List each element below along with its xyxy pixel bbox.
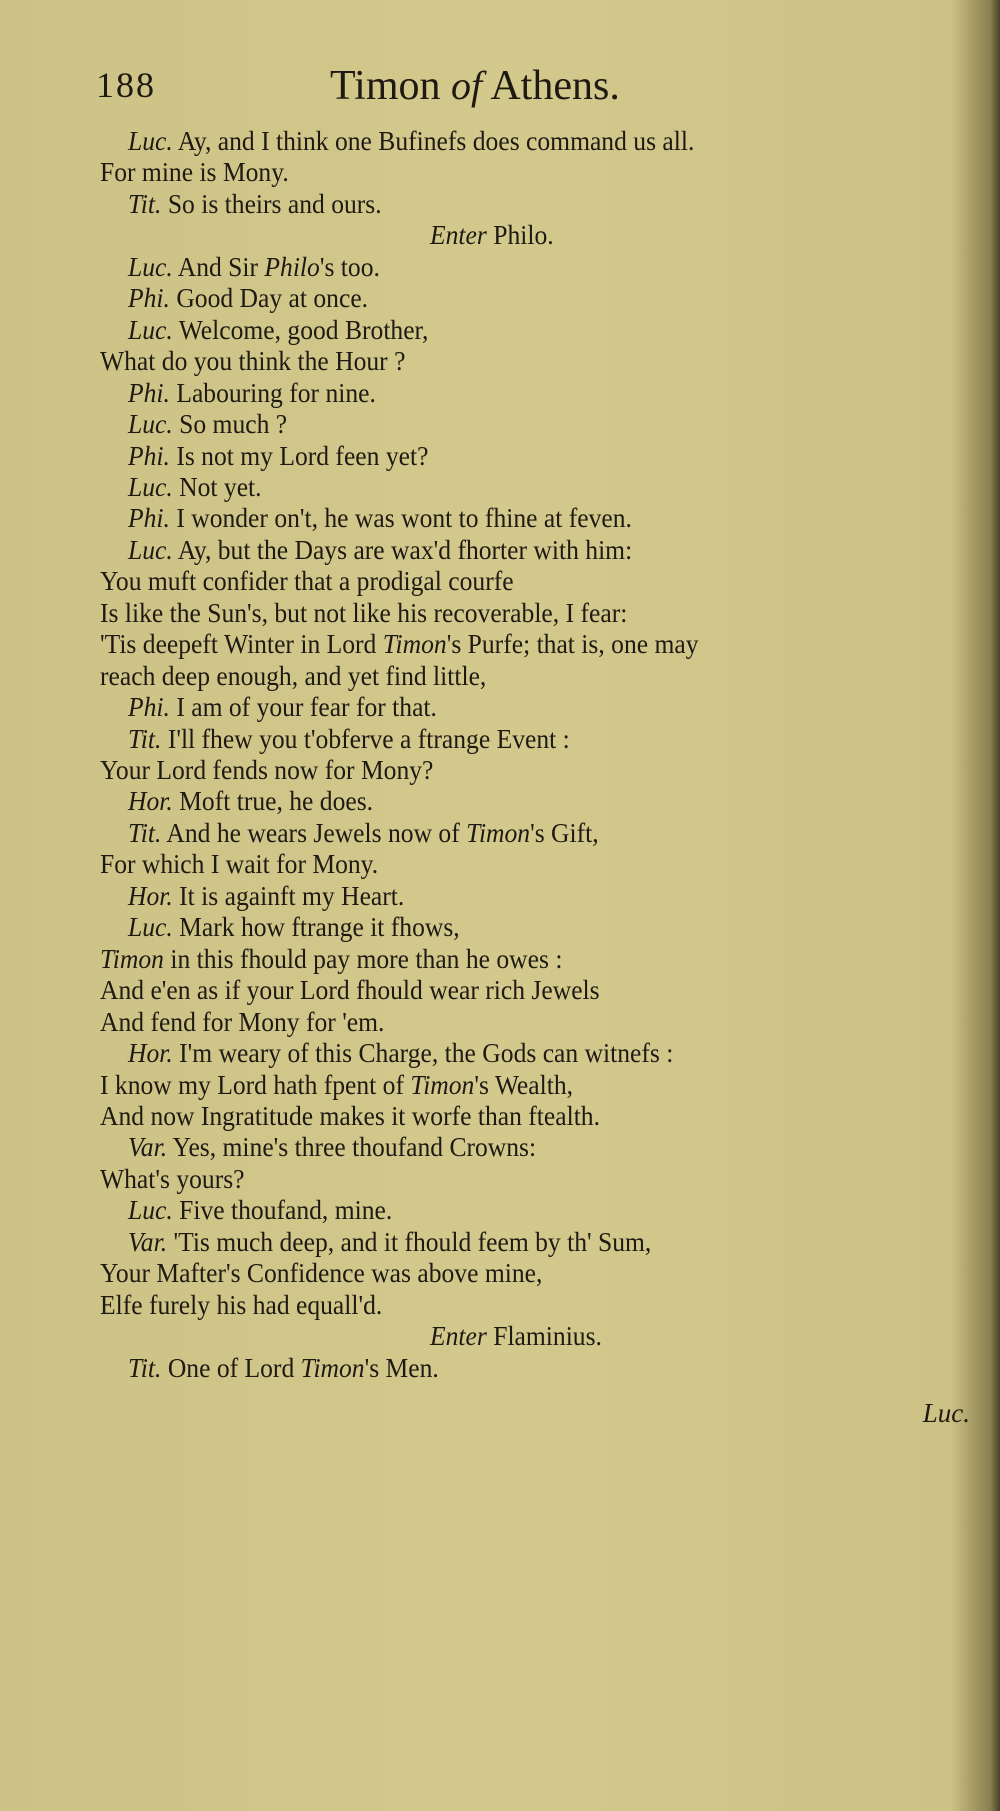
- text-segment: reach deep enough, and yet find little,: [100, 659, 487, 691]
- speaker-name: Luc.: [128, 1194, 173, 1226]
- speech-line: [128, 502, 632, 534]
- page-title: [330, 62, 620, 110]
- text-segment: I know my Lord hath fpent of: [100, 1068, 411, 1100]
- speech-line: [128, 282, 368, 314]
- text-segment: 'Tis deepeft Winter in Lord: [100, 628, 383, 660]
- speaker-name: Tit.: [128, 187, 162, 219]
- speech-line: [128, 440, 428, 472]
- text-segment: Philo: [264, 250, 320, 282]
- text-segment: 's Wealth,: [474, 1068, 574, 1100]
- text-segment: Yes, mine's three thoufand Crowns:: [167, 1131, 537, 1163]
- speaker-name: Hor.: [128, 879, 173, 911]
- speaker-name: Luc.: [128, 125, 173, 156]
- text-segment: So is theirs and ours.: [161, 187, 382, 219]
- stage-direction: [430, 1320, 602, 1352]
- speaker-name: Var.: [128, 1225, 168, 1257]
- speaker-name: Luc.: [128, 911, 173, 943]
- text-segment: So much ?: [172, 408, 288, 440]
- catchword: Luc.: [922, 1398, 970, 1428]
- text-segment: And fend for Mony for 'em.: [100, 1005, 385, 1037]
- title-main: Timon: [330, 63, 441, 109]
- speech-line: [128, 188, 382, 220]
- text-segment: in this fhould pay more than he owes :: [163, 942, 563, 974]
- speaker-name: Phi.: [128, 439, 170, 471]
- speaker-name: Tit.: [128, 1351, 162, 1383]
- text-segment: For mine is Mony.: [100, 156, 289, 188]
- verse-line: [100, 974, 600, 1006]
- text-segment: Flaminius.: [486, 1320, 602, 1352]
- verse-line: [100, 660, 486, 692]
- speaker-name: Phi.: [128, 691, 170, 723]
- verse-line: [100, 1257, 542, 1289]
- text-segment: 's Men.: [364, 1351, 439, 1383]
- text-segment: 's Purfe; that is, one may: [446, 628, 699, 660]
- text-segment: Elfe furely his had equall'd.: [100, 1288, 383, 1320]
- running-header: [96, 62, 916, 112]
- text-segment: Timon: [410, 1068, 475, 1100]
- text-segment: Moft true, he does.: [172, 785, 374, 817]
- text-segment: 'Tis much deep, and it fhould feem by th' Sum,: [167, 1225, 652, 1257]
- speech-line: [128, 125, 694, 157]
- speech-line: [128, 817, 599, 849]
- text-segment: Timon: [300, 1351, 365, 1383]
- verse-line: [100, 345, 405, 377]
- speech-line: [128, 1226, 651, 1258]
- text-segment: Welcome, good Brother,: [172, 313, 429, 345]
- text-segment: Is not my Lord feen yet?: [169, 439, 429, 471]
- text-segment: 's too.: [319, 250, 380, 282]
- text-segment: Your Mafter's Confidence was above mine,: [100, 1257, 543, 1289]
- text-segment: Enter: [430, 1320, 487, 1352]
- verse-line: [100, 1006, 384, 1038]
- verse-line: [100, 597, 627, 629]
- speech-line: [128, 880, 404, 912]
- verse-line: [100, 156, 289, 188]
- text-segment: Ay, and I think one Bufinefs does command us all.: [172, 125, 695, 156]
- speech-line: [128, 251, 380, 283]
- speech-line: [128, 314, 428, 346]
- text-segment: You muft confider that a prodigal courfe: [100, 565, 514, 597]
- speech-line: [128, 691, 437, 723]
- verse-line: [100, 628, 699, 660]
- text-segment: 's Gift,: [530, 816, 599, 848]
- verse-line: [100, 754, 433, 786]
- speaker-name: Luc.: [128, 313, 173, 345]
- speaker-name: Hor.: [128, 785, 173, 817]
- text-segment: And now Ingratitude makes it worfe than ftealth.: [100, 1099, 600, 1131]
- text-segment: Timon: [382, 628, 447, 660]
- text-segment: I am of your fear for that.: [169, 691, 437, 723]
- speaker-name: Phi.: [128, 376, 170, 408]
- title-end: Athens.: [490, 63, 620, 109]
- text-segment: What's yours?: [100, 1162, 245, 1194]
- speech-line: [128, 1131, 536, 1163]
- text-segment: Timon: [466, 816, 531, 848]
- verse-line: [100, 1163, 245, 1195]
- text-segment: And e'en as if your Lord fhould wear rich Jewels: [100, 974, 600, 1006]
- verse-line: [100, 1100, 600, 1132]
- speaker-name: Phi.: [128, 282, 170, 314]
- page-number: 188: [96, 65, 156, 105]
- speech-line: [128, 723, 570, 755]
- stage-direction: [430, 219, 554, 251]
- text-segment: I wonder on't, he was wont to fhine at feven.: [169, 502, 632, 534]
- speaker-name: Tit.: [128, 816, 162, 848]
- speaker-name: Luc.: [128, 533, 173, 565]
- speaker-name: Phi.: [128, 502, 170, 534]
- text-segment: Timon: [100, 942, 164, 974]
- title-of: of: [451, 63, 483, 108]
- text-segment: One of Lord: [161, 1351, 301, 1383]
- speaker-name: Luc.: [128, 470, 173, 502]
- text-segment: Philo.: [486, 219, 554, 251]
- verse-line: [100, 1069, 573, 1101]
- verse-line: [100, 943, 562, 975]
- text-segment: Five thoufand, mine.: [172, 1194, 393, 1226]
- text-segment: Mark how ftrange it fhows,: [172, 911, 460, 943]
- text-segment: For which I wait for Mony.: [100, 848, 379, 880]
- text-segment: Labouring for nine.: [169, 376, 376, 408]
- text-segment: Not yet.: [172, 470, 262, 502]
- speech-line: [128, 408, 287, 440]
- text-segment: Is like the Sun's, but not like his recoverable, I fear:: [100, 596, 628, 628]
- speaker-name: Var.: [128, 1131, 168, 1163]
- text-segment: Your Lord fends now for Mony?: [100, 754, 434, 785]
- speech-line: [128, 911, 460, 943]
- text-segment: And he wears Jewels now of: [161, 816, 467, 848]
- text-segment: It is againft my Heart.: [172, 879, 405, 911]
- verse-line: [100, 565, 514, 597]
- speech-line: [128, 471, 262, 503]
- verse-line: [100, 1289, 382, 1321]
- text-segment: Good Day at once.: [169, 282, 369, 314]
- speaker-name: Luc.: [128, 250, 173, 282]
- text-segment: And Sir: [172, 250, 265, 282]
- speaker-name: Luc.: [128, 408, 173, 440]
- speech-line: [128, 1194, 392, 1226]
- speech-line: [128, 785, 373, 817]
- text-segment: Ay, but the Days are wax'd fhorter with him:: [172, 533, 633, 565]
- speaker-name: Hor.: [128, 1037, 173, 1069]
- text-segment: Enter: [430, 219, 487, 251]
- speaker-name: Tit.: [128, 722, 162, 754]
- speech-line: [128, 377, 376, 409]
- verse-line: [100, 848, 378, 880]
- text-segment: I'm weary of this Charge, the Gods can witnefs :: [172, 1037, 674, 1069]
- speech-line: [128, 1352, 439, 1384]
- text-segment: I'll fhew you t'obferve a ftrange Event :: [161, 722, 570, 754]
- text-segment: What do you think the Hour ?: [100, 345, 406, 377]
- speech-line: [128, 1037, 673, 1069]
- speech-line: [128, 534, 632, 566]
